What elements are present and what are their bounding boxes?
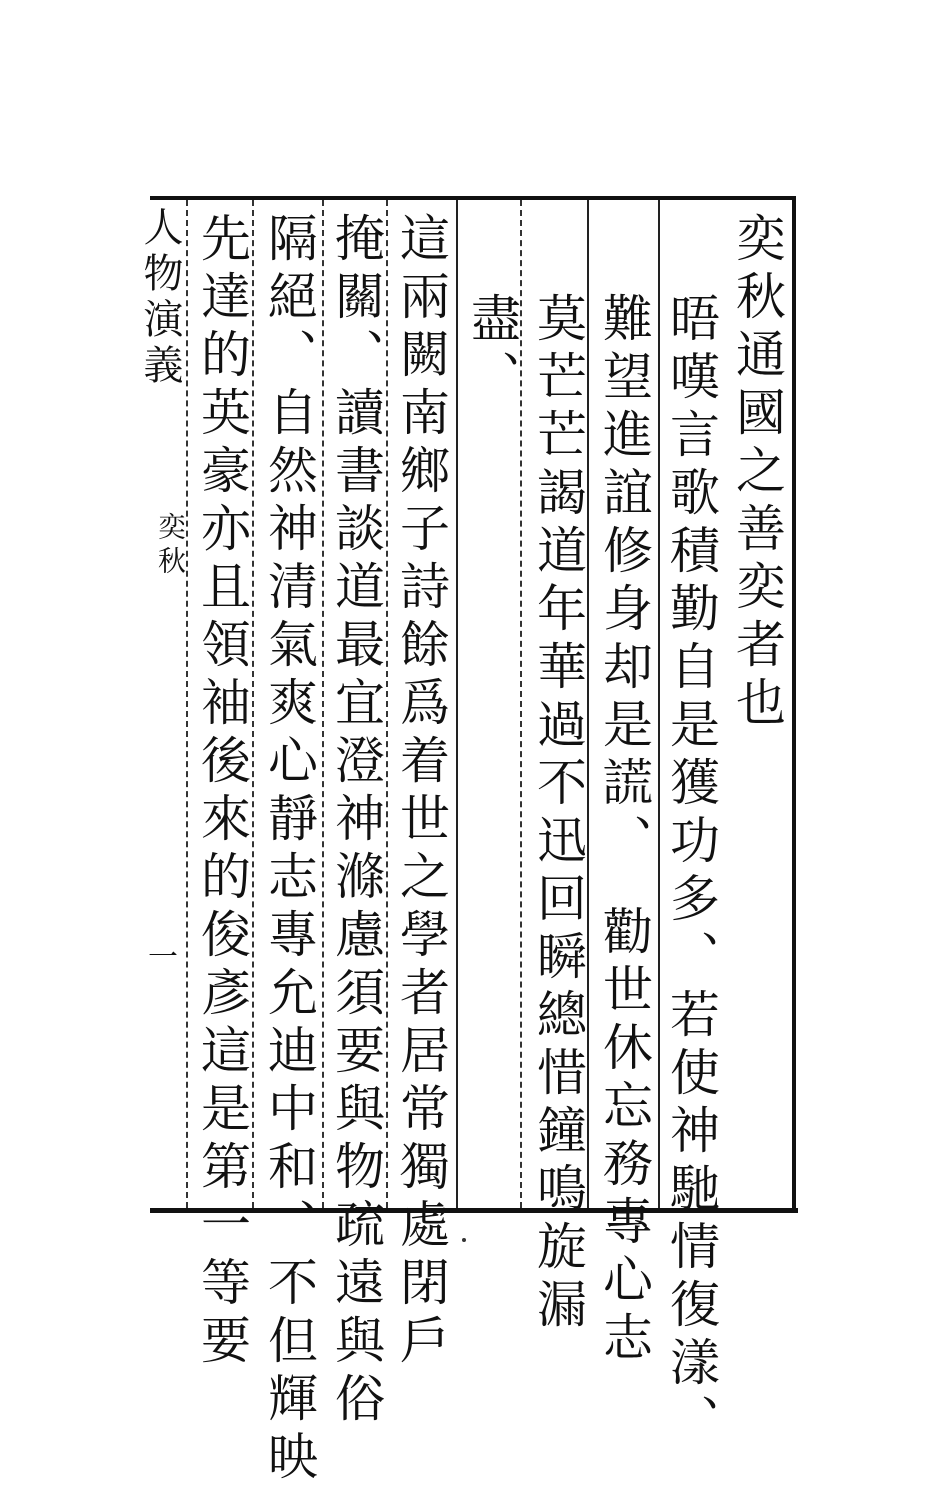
text-column-9: 先達的英豪亦且領袖後來的俊彥這是第一等要 (193, 212, 251, 1372)
text-column-6: 這兩闕南鄉子詩餘爲着世之學者居常獨處閉戶 (392, 212, 450, 1372)
page-number: 一 (148, 940, 178, 975)
text-column-7: 掩關、讀書談道最宜澄神滌慮須要與物疏遠與俗 (327, 212, 385, 1430)
frame-top-border (150, 196, 795, 200)
text-column-2: 晤嘆言歌積勤自是獲功多、若使神馳情復漾、 (662, 292, 720, 1452)
text-column-8: 隔絕、自然神清氣爽心靜志專允迪中和、不但輝映 (260, 212, 318, 1488)
column-rule (322, 200, 324, 1208)
chapter-label: 奕秋 (154, 512, 187, 580)
text-column-3: 難望進誼修身却是謊、 勸世休忘務專心志 (595, 292, 653, 1369)
book-title: 人物演義 (137, 206, 183, 390)
column-rule (456, 200, 458, 1208)
frame-right-border (792, 196, 796, 1213)
ink-speck (462, 1238, 466, 1242)
text-column-5: 盡、 (463, 292, 521, 408)
column-rule (587, 200, 589, 1208)
column-rule (386, 200, 388, 1208)
column-rule (658, 200, 660, 1208)
column-rule (186, 200, 188, 1208)
column-rule (252, 200, 254, 1208)
text-column-1: 奕秋通國之善奕者也 (728, 212, 786, 734)
text-column-4: 莫芒芒謁道年華過不迅回瞬總惜鐘鳴旋漏 (529, 292, 587, 1336)
